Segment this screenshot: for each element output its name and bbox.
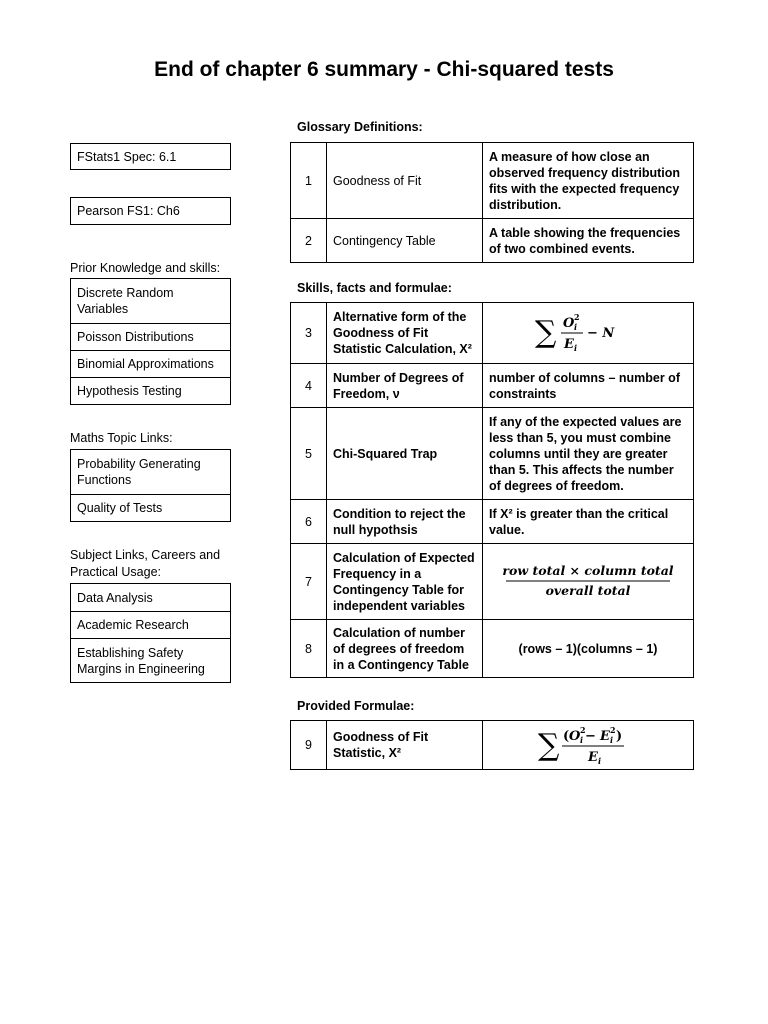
- subject-links-item: Establishing Safety Margins in Engineering: [71, 638, 230, 682]
- subject-links-list: [70, 583, 231, 683]
- row-term: Chi-Squared Trap: [327, 408, 483, 500]
- formula-subscript: i: [598, 756, 602, 765]
- row-definition: If any of the expected values are less than 5, you must combine columns until they are greater than 5. This affects the number of degrees of freedom.: [483, 408, 694, 500]
- row-term: Alternative form of the Goodness of Fit Statistic Calculation, X²: [327, 303, 483, 364]
- row-term: Condition to reject the null hypothsis: [327, 500, 483, 544]
- row-number: 9: [291, 721, 327, 770]
- row-term: Number of Degrees of Freedom, ν: [327, 364, 483, 408]
- spec-fstats-text: FStats1 Spec: 6.1: [77, 149, 177, 164]
- subject-links-item: Data Analysis: [77, 590, 153, 605]
- table-row: [291, 721, 694, 770]
- row-number: 6: [291, 500, 327, 544]
- row-definition: A table showing the frequencies of two combined events.: [483, 219, 694, 263]
- table-row: [291, 408, 694, 500]
- glossary-heading: Glossary Definitions:: [297, 120, 423, 134]
- prior-knowledge-item: Hypothesis Testing: [71, 377, 230, 404]
- formula-subscript: i: [580, 735, 584, 745]
- row-number: 1: [291, 143, 327, 219]
- row-term: Goodness of Fit: [327, 143, 483, 219]
- subject-links-item: Academic Research: [71, 611, 230, 638]
- row-number: 7: [291, 544, 327, 620]
- formula-close-paren: ): [616, 729, 623, 744]
- row-formula: [483, 721, 694, 770]
- maths-topic-item: Quality of Tests: [71, 494, 230, 521]
- provided-table: [290, 720, 694, 770]
- formula-denominator: E: [588, 750, 598, 765]
- formula-o: O: [563, 316, 575, 331]
- table-row: [291, 143, 694, 219]
- table-row: [291, 620, 694, 678]
- table-row: [291, 219, 694, 263]
- page-title: End of chapter 6 summary - Chi-squared tests: [154, 58, 614, 81]
- row-formula: [483, 303, 694, 364]
- row-definition: number of columns – number of constraints: [483, 364, 694, 408]
- row-number: 4: [291, 364, 327, 408]
- formula-minus-n: − N: [587, 326, 615, 341]
- table-row: [291, 500, 694, 544]
- expected-frequency-formula: [488, 560, 688, 600]
- spec-pearson-box: [70, 197, 231, 225]
- row-number: 8: [291, 620, 327, 678]
- provided-heading: Provided Formulae:: [297, 699, 415, 713]
- goodness-of-fit-formula: [538, 721, 638, 765]
- formula-o: O: [569, 729, 581, 744]
- row-number: 2: [291, 219, 327, 263]
- prior-knowledge-list: [70, 278, 231, 405]
- spec-pearson-text: Pearson FS1: Ch6: [77, 204, 180, 218]
- alt-goodness-of-fit-formula: [533, 308, 643, 354]
- row-term: Contingency Table: [327, 219, 483, 263]
- maths-topic-item: Probability Generating Functions: [77, 457, 201, 487]
- table-row: [291, 303, 694, 364]
- formula-subscript: i: [610, 735, 614, 745]
- maths-topic-list: [70, 449, 231, 522]
- row-definition: (rows – 1)(columns – 1): [483, 620, 694, 678]
- skills-heading: Skills, facts and formulae:: [297, 281, 452, 295]
- skills-table: [290, 302, 694, 678]
- row-number: 3: [291, 303, 327, 364]
- sum-symbol: ∑: [535, 315, 557, 350]
- formula-e: E: [600, 729, 610, 744]
- table-row: [291, 364, 694, 408]
- table-row: [291, 544, 694, 620]
- row-definition: If X² is greater than the critical value.: [483, 500, 694, 544]
- glossary-table: [290, 142, 694, 263]
- formula-subscript: i: [574, 322, 578, 332]
- formula-minus: −: [585, 729, 596, 744]
- formula-numerator: row total × column total: [502, 562, 674, 578]
- row-number: 5: [291, 408, 327, 500]
- sum-symbol: ∑: [538, 728, 560, 763]
- subject-links-heading: Subject Links, Careers and Practical Usage:: [70, 548, 221, 579]
- row-definition: A measure of how close an observed frequency distribution fits with the expected frequency distribution.: [483, 143, 694, 219]
- row-formula: [483, 544, 694, 620]
- spec-fstats-box: [70, 143, 231, 170]
- maths-topic-heading: Maths Topic Links:: [70, 431, 173, 445]
- formula-exponent: 2: [574, 312, 580, 322]
- formula-exponent: 2: [610, 725, 616, 735]
- formula-e: E: [564, 337, 574, 352]
- prior-knowledge-heading: Prior Knowledge and skills:: [70, 261, 221, 275]
- prior-knowledge-item: Discrete Random Variables: [77, 286, 174, 316]
- prior-knowledge-item: Binomial Approximations: [71, 350, 230, 377]
- row-term: Calculation of Expected Frequency in a Contingency Table for independent variables: [327, 544, 483, 620]
- row-term: Goodness of Fit Statistic, X²: [327, 721, 483, 770]
- formula-open-paren: (: [563, 729, 570, 744]
- formula-exponent: 2: [580, 725, 586, 735]
- row-term: Calculation of number of degrees of freedom in a Contingency Table: [327, 620, 483, 678]
- formula-subscript: i: [574, 343, 578, 353]
- prior-knowledge-item: Poisson Distributions: [71, 323, 230, 350]
- formula-denominator: overall total: [545, 582, 631, 598]
